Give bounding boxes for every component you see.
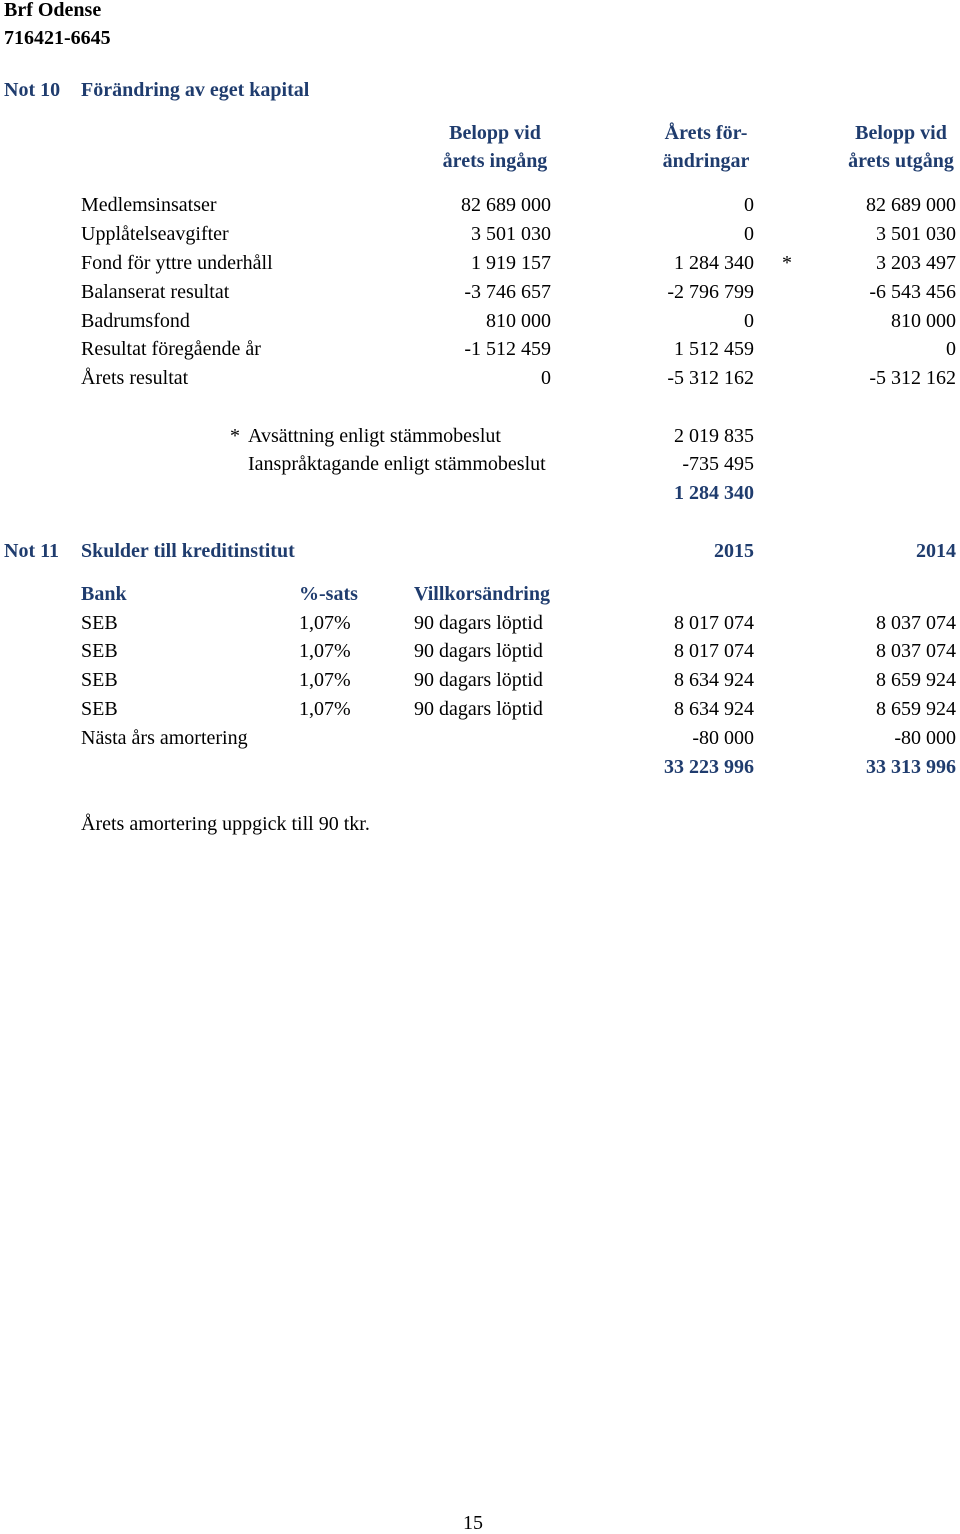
equity-row-change: -2 796 799 xyxy=(667,281,754,303)
equity-row-label: Årets resultat xyxy=(81,367,189,389)
equity-row-change: 0 xyxy=(744,223,754,245)
total-previous: 33 313 996 xyxy=(866,756,956,778)
equity-row-label: Resultat föregående år xyxy=(81,338,261,360)
equity-row-closing: 3 501 030 xyxy=(876,223,956,245)
loan-rate: 1,07% xyxy=(299,698,351,720)
equity-row-mark: * xyxy=(782,252,792,274)
equity-row-label: Fond för yttre underhåll xyxy=(81,252,273,274)
equity-row-change: 0 xyxy=(744,194,754,216)
loan-current: 8 634 924 xyxy=(674,669,754,691)
loan-current: 8 017 074 xyxy=(674,612,754,634)
note11-number: Not 11 xyxy=(4,540,59,562)
loan-previous: 8 037 074 xyxy=(876,640,956,662)
loan-terms: 90 dagars löptid xyxy=(414,698,543,720)
equity-row-change: 1 512 459 xyxy=(674,338,754,360)
equity-row-label: Upplåtelseavgifter xyxy=(81,223,229,245)
loan-current: 8 017 074 xyxy=(674,640,754,662)
footnote-line-value: 2 019 835 xyxy=(674,425,754,447)
equity-row-change: -5 312 162 xyxy=(667,367,754,389)
footnote-line-label: Ianspråktagande enligt stämmobeslut xyxy=(248,453,546,475)
loan-previous: 8 659 924 xyxy=(876,669,956,691)
loan-bank: SEB xyxy=(81,669,118,691)
year-previous-header: 2014 xyxy=(916,540,956,562)
loan-rate: 1,07% xyxy=(299,640,351,662)
footnote-line-label: Avsättning enligt stämmobeslut xyxy=(248,425,501,447)
col-header-change-line1: Årets för- xyxy=(664,122,748,144)
loan-terms: 90 dagars löptid xyxy=(414,669,543,691)
col-header-terms: Villkorsändring xyxy=(414,583,550,605)
equity-row-closing: 0 xyxy=(946,338,956,360)
equity-row-opening: 82 689 000 xyxy=(461,194,551,216)
footnote-marker: * xyxy=(230,425,240,447)
year-current-header: 2015 xyxy=(714,540,754,562)
loan-bank: SEB xyxy=(81,698,118,720)
total-current: 33 223 996 xyxy=(664,756,754,778)
org-name: Brf Odense xyxy=(4,0,102,21)
equity-row-opening: 0 xyxy=(541,367,551,389)
equity-row-closing: -6 543 456 xyxy=(869,281,956,303)
amortization-current: -80 000 xyxy=(692,727,754,749)
note10-number: Not 10 xyxy=(4,79,61,101)
equity-row-opening: 810 000 xyxy=(486,310,551,332)
amortization-remark: Årets amortering uppgick till 90 tkr. xyxy=(81,813,370,835)
loan-terms: 90 dagars löptid xyxy=(414,612,543,634)
equity-row-change: 0 xyxy=(744,310,754,332)
loan-rate: 1,07% xyxy=(299,669,351,691)
equity-row-opening: 1 919 157 xyxy=(471,252,551,274)
loan-previous: 8 037 074 xyxy=(876,612,956,634)
col-header-opening-line1: Belopp vid xyxy=(449,122,541,144)
note10-title: Förändring av eget kapital xyxy=(81,79,310,101)
equity-row-label: Balanserat resultat xyxy=(81,281,230,303)
footnote-total: 1 284 340 xyxy=(674,482,754,504)
equity-row-closing: 810 000 xyxy=(891,310,956,332)
loan-previous: 8 659 924 xyxy=(876,698,956,720)
amortization-previous: -80 000 xyxy=(894,727,956,749)
loan-bank: SEB xyxy=(81,612,118,634)
equity-row-label: Medlemsinsatser xyxy=(81,194,217,216)
loan-current: 8 634 924 xyxy=(674,698,754,720)
loan-bank: SEB xyxy=(81,640,118,662)
equity-row-opening: -1 512 459 xyxy=(464,338,551,360)
equity-row-change: 1 284 340 xyxy=(674,252,754,274)
col-header-opening-line2: årets ingång xyxy=(442,150,548,172)
col-header-closing-line2: årets utgång xyxy=(848,150,954,172)
amortization-label: Nästa års amortering xyxy=(81,727,248,749)
col-header-closing-line1: Belopp vid xyxy=(855,122,947,144)
loan-rate: 1,07% xyxy=(299,612,351,634)
equity-row-closing: -5 312 162 xyxy=(869,367,956,389)
equity-row-opening: -3 746 657 xyxy=(464,281,551,303)
equity-row-label: Badrumsfond xyxy=(81,310,190,332)
note11-title: Skulder till kreditinstitut xyxy=(81,540,295,562)
equity-row-closing: 3 203 497 xyxy=(876,252,956,274)
col-header-change-line2: ändringar xyxy=(662,150,750,172)
page-number: 15 xyxy=(463,1512,483,1534)
equity-row-closing: 82 689 000 xyxy=(866,194,956,216)
col-header-rate: %-sats xyxy=(299,583,358,605)
col-header-bank: Bank xyxy=(81,583,127,605)
org-number: 716421-6645 xyxy=(4,27,111,49)
equity-row-opening: 3 501 030 xyxy=(471,223,551,245)
footnote-line-value: -735 495 xyxy=(682,453,754,475)
loan-terms: 90 dagars löptid xyxy=(414,640,543,662)
